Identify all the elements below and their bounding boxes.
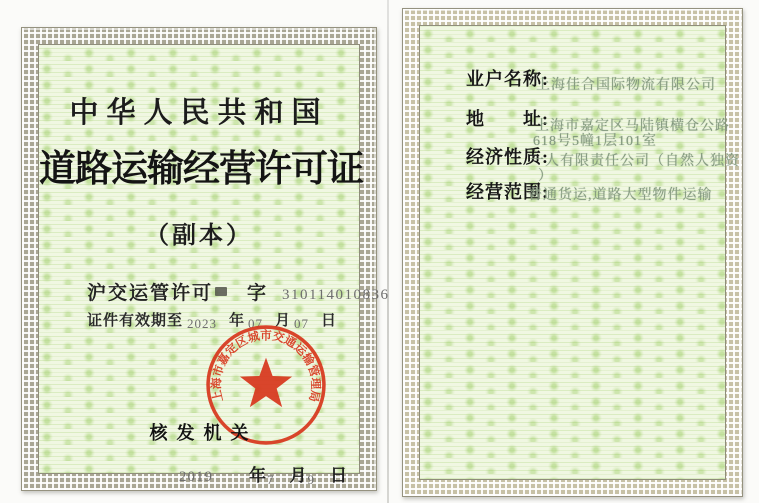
address-label: 地 址: [466, 109, 549, 129]
stamp-star-icon [240, 358, 292, 408]
issue-month-unit: 月 [289, 466, 307, 485]
validity-month-unit: 月 [275, 313, 291, 329]
issue-year: 2019 [179, 469, 213, 485]
redaction-mark [215, 287, 227, 296]
validity-day: 07 [294, 316, 310, 331]
validity-month: 07 [248, 316, 264, 331]
economic-nature-label: 经济性质: [466, 147, 549, 167]
issue-year-unit: 年 [249, 466, 266, 485]
duplicate-copy-label: （副本） [145, 223, 253, 249]
booklet-fold-line [387, 0, 389, 503]
business-name-label: 业户名称: [466, 69, 549, 89]
left-page [21, 27, 390, 491]
license-zi-char: 字 [247, 283, 267, 304]
issue-date-line [179, 461, 347, 486]
economic-nature-value-line1: 一人有限责任公司（自然人独资 [530, 154, 740, 169]
business-scope-value: 普通货运,道路大型物件运输 [528, 188, 713, 203]
issuer-label: 核发机关 [149, 423, 258, 443]
left-page-watermark-paper [38, 44, 390, 487]
validity-day-unit: 日 [321, 313, 337, 329]
certificate-title: 道路运输经营许可证 [39, 148, 363, 189]
issue-month: 7 [267, 472, 274, 487]
business-name-value: 上海佳合国际物流有限公司 [536, 78, 716, 93]
license-prefix: 沪交运管许可 [87, 283, 214, 304]
country-title: 中华人民共和国 [69, 97, 329, 129]
validity-year-unit: 年 [229, 313, 245, 329]
address-value-line1: 上海市嘉定区马陆镇横仓公路 [535, 119, 730, 134]
address-value-line2: 618号5幢1层101室 [533, 134, 657, 149]
license-number: 310114010836 [282, 287, 390, 303]
stamp-circular-text: 上海市嘉定区城市交通运输管理局 [210, 329, 322, 404]
economic-nature-value-line2: ） [538, 169, 553, 184]
validity-label: 证件有效期至 [87, 313, 184, 329]
license-number-line [87, 278, 433, 305]
issue-day-unit: 日 [330, 466, 347, 485]
issue-day: 9 [307, 472, 314, 487]
right-page-watermark-paper [419, 25, 740, 480]
business-scope-label: 经营范围: [466, 182, 549, 202]
validity-year: 2023 [187, 316, 218, 331]
right-page [402, 8, 743, 497]
